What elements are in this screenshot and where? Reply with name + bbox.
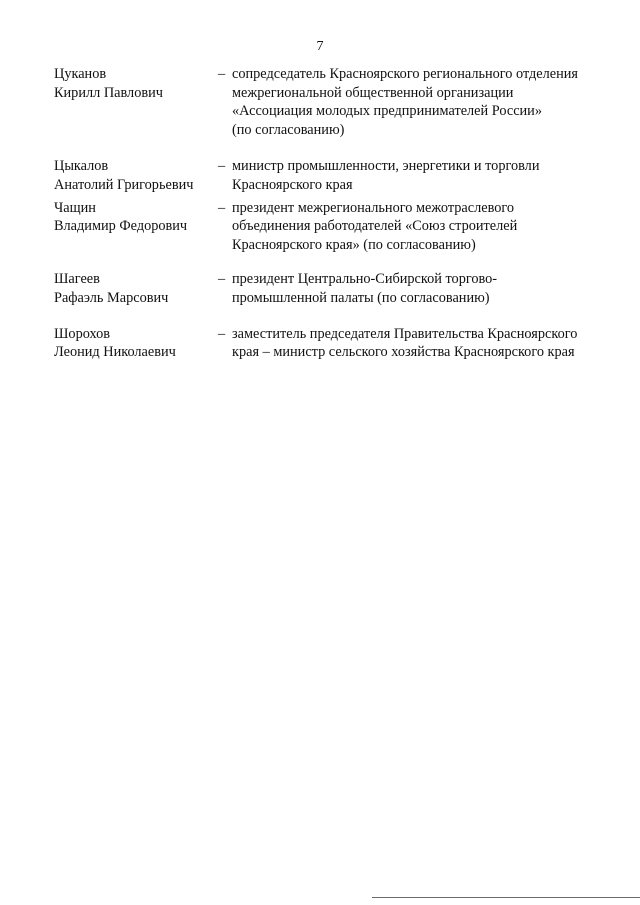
member-name [54,65,218,102]
member-given-names: Рафаэль Марсович [54,289,169,306]
members-list [54,65,614,362]
member-surname: Чащин [54,199,96,216]
member-entry [54,65,614,139]
dash-separator: – [218,158,226,175]
member-given-names: Анатолий Григорьевич [54,176,194,193]
member-entry [54,325,614,362]
member-entry [54,270,614,307]
member-surname: Цыкалов [54,158,109,175]
page-number: 7 [316,39,324,54]
member-position: министр промышленности, энергетики и торговли Красноярского края [232,158,540,193]
member-entry [54,199,614,255]
member-position: президент Центрально-Сибирской торгово- промышленной палаты (по согласованию) [232,271,498,306]
member-name [54,325,218,362]
dash-separator: – [218,199,226,216]
member-name [54,270,218,307]
member-given-names: Владимир Федорович [54,218,188,235]
member-surname: Цуканов [54,66,107,82]
dash-separator: – [218,271,226,288]
member-position: заместитель председателя Правительства Красноярского края – министр сельского хозяйства Красноярского края [232,325,578,361]
member-surname: Шорохов [54,325,111,342]
member-given-names: Кирилл Павлович [54,84,163,101]
member-position: сопредседатель Красноярского регионального отделения межрегиональной общественной организации «Ассоциация молодых предпринимателей России» (по согласованию) [232,66,579,138]
dash-separator: – [218,66,226,82]
member-position: президент межрегионального межотраслевого объединения работодателей «Союз строителей Красноярского края» (по согласованию) [232,199,518,253]
member-name [54,199,218,236]
footer-divider [372,897,640,898]
dash-separator: – [218,325,226,342]
member-name [54,157,218,194]
member-entry [54,157,614,194]
member-given-names: Леонид Николаевич [54,344,176,361]
member-surname: Шагеев [54,271,100,288]
